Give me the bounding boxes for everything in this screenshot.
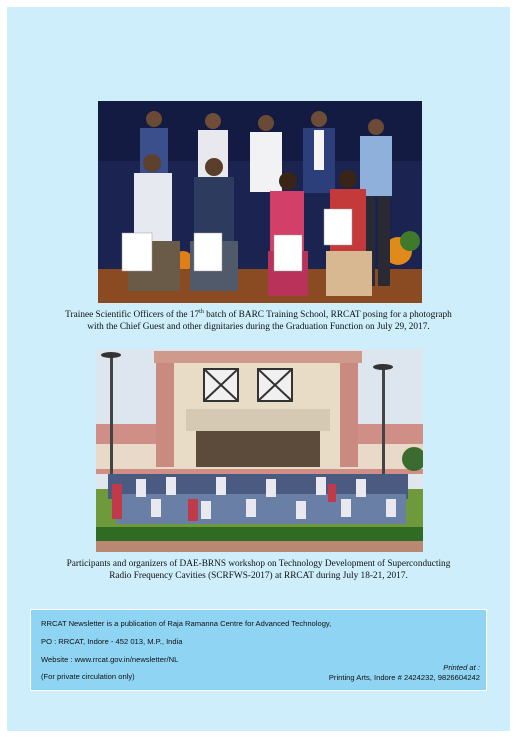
workshop-caption-line2: Radio Frequency Cavities (SCRFWS-2017) at RRCAT during July 18-21, 2017. — [109, 571, 408, 581]
graduation-caption-part1: Trainee Scientific Officers of the 17 — [65, 310, 200, 320]
newsletter-page — [7, 7, 510, 731]
website-link[interactable]: Website : www.rrcat.gov.in/newsletter/NL — [41, 655, 179, 664]
graduation-caption-line2: with the Chief Guest and other dignitaries during the Graduation Function on July 29, 2017. — [87, 322, 430, 332]
workshop-photo-caption — [47, 558, 470, 582]
publication-statement: RRCAT Newsletter is a publication of Raja Ramanna Centre for Advanced Technology, — [41, 619, 332, 628]
publication-info-box — [30, 609, 487, 691]
printed-at-label: Printed at : — [443, 663, 480, 672]
workshop-group-photo — [96, 349, 423, 552]
graduation-photo-caption — [47, 309, 470, 333]
graduation-caption-part2: batch of BARC Training School, RRCAT posing for a photograph — [203, 310, 452, 320]
graduation-group-photo — [98, 101, 422, 303]
postal-address: PO : RRCAT, Indore - 452 013, M.P., India — [41, 637, 183, 646]
workshop-caption-line1: Participants and organizers of DAE-BRNS workshop on Technology Development of Superconducting — [66, 559, 451, 569]
circulation-note: (For private circulation only) — [41, 672, 135, 681]
printer-details: Printing Arts, Indore # 2424232, 9826604242 — [328, 673, 480, 682]
graduation-caption-superscript: th — [199, 308, 204, 315]
